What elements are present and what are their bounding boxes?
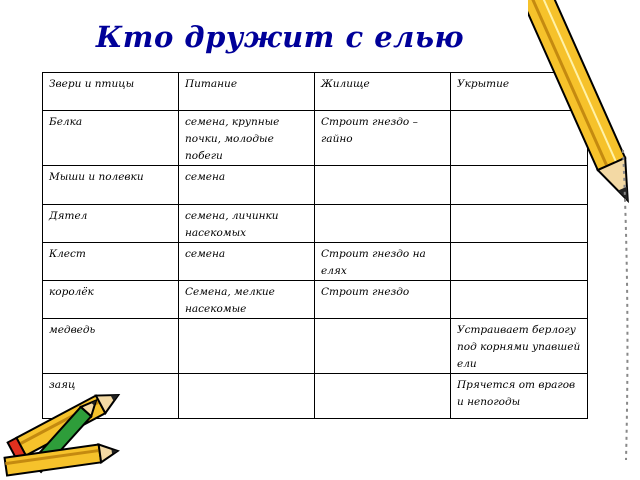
pencil-icon <box>528 0 640 480</box>
page-title: Кто дружит с елью <box>95 20 465 54</box>
table-cell: медведь <box>43 319 179 374</box>
table-cell: Строит гнездо – гайно <box>315 111 451 166</box>
table-cell: Дятел <box>43 205 179 243</box>
table-row <box>43 205 588 243</box>
table-cell: заяц <box>43 374 179 419</box>
table-cell <box>179 319 315 374</box>
table-row <box>43 243 588 281</box>
table-cell <box>315 166 451 205</box>
ecology-table <box>42 72 588 419</box>
table-cell: Белка <box>43 111 179 166</box>
table-cell: семена <box>179 166 315 205</box>
table-cell: королёк <box>43 281 179 319</box>
table-row <box>43 111 588 166</box>
pencils-icon <box>0 382 140 480</box>
table-cell: Клест <box>43 243 179 281</box>
table-cell: Семена, мелкие насекомые <box>179 281 315 319</box>
table-header-row <box>43 73 588 111</box>
table-cell: Мыши и полевки <box>43 166 179 205</box>
table-cell: Прячется от врагов и непогоды <box>451 374 588 419</box>
table-cell: Строит гнездо на елях <box>315 243 451 281</box>
table-cell: Устраивает берлогу под корнями упавшей ели <box>451 319 588 374</box>
table-cell: семена <box>179 243 315 281</box>
table-cell <box>315 205 451 243</box>
header-cell-food: Питание <box>179 73 315 111</box>
header-cell-shelter: Укрытие <box>451 73 588 111</box>
table-cell <box>179 374 315 419</box>
table-row <box>43 166 588 205</box>
header-cell-home: Жилище <box>315 73 451 111</box>
table-cell <box>315 319 451 374</box>
table-cell: семена, личинки насекомых <box>179 205 315 243</box>
table-cell <box>315 374 451 419</box>
table-cell: семена, крупные почки, молодые побеги <box>179 111 315 166</box>
table-row <box>43 281 588 319</box>
table-cell: Строит гнездо <box>315 281 451 319</box>
header-cell-animals: Звери и птицы <box>43 73 179 111</box>
table-row <box>43 319 588 374</box>
